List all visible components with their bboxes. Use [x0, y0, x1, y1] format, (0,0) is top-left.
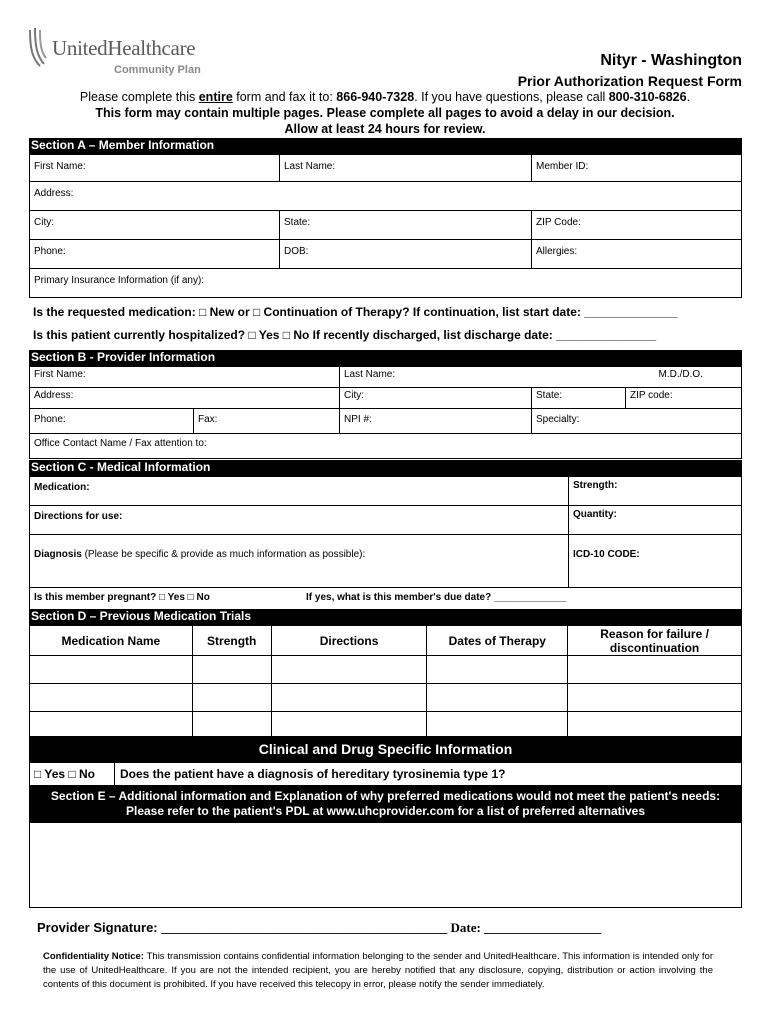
- member-address-field[interactable]: Address:: [29, 181, 742, 211]
- logo-subtitle: Community Plan: [114, 64, 201, 76]
- member-first-name-field[interactable]: First Name:: [29, 154, 280, 182]
- logo-name: UnitedHealthcare: [52, 36, 196, 60]
- table-row[interactable]: [30, 656, 742, 684]
- section-c-header: Section C - Medical Information: [29, 460, 742, 476]
- provider-first-name-field[interactable]: First Name:: [29, 366, 340, 388]
- member-phone-field[interactable]: Phone:: [29, 239, 280, 269]
- member-id-field[interactable]: Member ID:: [531, 154, 742, 182]
- form-name: Prior Authorization Request Form: [517, 73, 742, 89]
- section-d-header: Section D – Previous Medication Trials: [29, 609, 742, 625]
- tyrosinemia-question: Does the patient have a diagnosis of hereditary tyrosinemia type 1?: [120, 767, 506, 781]
- col-strength: Strength: [192, 626, 271, 656]
- section-a-header: Section A – Member Information: [29, 138, 742, 154]
- intro-line-1: Please complete this entire form and fax it to: 866-940-7328. If you have questions, please call 800-310-6826.: [79, 90, 691, 104]
- clinical-info-header: Clinical and Drug Specific Information: [29, 736, 742, 762]
- col-medication-name: Medication Name: [30, 626, 193, 656]
- uhc-logo: [26, 28, 226, 83]
- table-row[interactable]: [30, 684, 742, 712]
- col-reason-for-failure: Reason for failure / discontinuation: [568, 626, 742, 656]
- medication-status-question[interactable]: Is the requested medication: □ New or □ Continuation of Therapy? If continuation, list start date: ______________: [33, 305, 678, 319]
- divider: [114, 763, 115, 785]
- md-do-label: M.D./D.O.: [658, 369, 703, 380]
- member-last-name-field[interactable]: Last Name:: [279, 154, 532, 182]
- additional-info-field[interactable]: [29, 822, 742, 908]
- provider-specialty-field[interactable]: Specialty:: [531, 408, 742, 434]
- pregnancy-row[interactable]: [29, 587, 742, 609]
- directions-for-use-field[interactable]: Directions for use:: [29, 505, 569, 535]
- pregnancy-question[interactable]: Is this member pregnant? □ Yes □ No: [34, 592, 210, 603]
- due-date-question[interactable]: If yes, what is this member's due date? _____________: [306, 592, 567, 603]
- previous-medications-table: [29, 625, 742, 740]
- member-city-field[interactable]: City:: [29, 210, 280, 240]
- signature-label: Provider Signature:: [37, 920, 162, 935]
- icd10-code-field[interactable]: ICD-10 CODE:: [568, 534, 742, 588]
- member-dob-field[interactable]: DOB:: [279, 239, 532, 269]
- intro-line-3: Allow at least 24 hours for review.: [284, 122, 486, 136]
- phone-number: 800-310-6826: [608, 90, 687, 104]
- primary-insurance-field[interactable]: Primary Insurance Information (if any):: [29, 268, 742, 298]
- diagnosis-field[interactable]: Diagnosis (Please be specific & provide as much information as possible):: [29, 534, 569, 588]
- section-b-header: Section B - Provider Information: [29, 350, 742, 366]
- member-state-field[interactable]: State:: [279, 210, 532, 240]
- tyrosinemia-question-row: [29, 762, 742, 786]
- uhc-shield-icon: [26, 28, 48, 68]
- quantity-field[interactable]: Quantity:: [568, 505, 742, 535]
- hospitalized-question[interactable]: Is this patient currently hospitalized? □ Yes □ No If recently discharged, list discharge date: _______________: [33, 328, 657, 342]
- signature-line[interactable]: Provider Signature: ____________________________________________ Date: __________________: [37, 920, 602, 935]
- office-contact-field[interactable]: Office Contact Name / Fax attention to:: [29, 433, 742, 459]
- provider-last-name-field[interactable]: Last Name: M.D./D.O.: [339, 366, 742, 388]
- col-dates-of-therapy: Dates of Therapy: [427, 626, 568, 656]
- section-e-header: Section E – Additional information and Explanation of why preferred medications would not meet the patient's needs: Please refer to the patient's PDL at www.uhcprovider.com for a list of preferred alternatives: [29, 786, 742, 822]
- fax-number: 866-940-7328: [336, 90, 415, 104]
- provider-state-field[interactable]: State:: [531, 387, 626, 409]
- col-directions: Directions: [271, 626, 427, 656]
- member-zip-field[interactable]: ZIP Code:: [531, 210, 742, 240]
- medication-field[interactable]: Medication:: [29, 476, 569, 506]
- member-allergies-field[interactable]: Allergies:: [531, 239, 742, 269]
- provider-fax-field[interactable]: Fax:: [193, 408, 340, 434]
- intro-line-2: This form may contain multiple pages. Please complete all pages to avoid a delay in our decision.: [95, 106, 675, 120]
- confidentiality-notice: Confidentiality Notice: This transmission contains confidential information belonging to the sender and UnitedHealthcare. This information is intended only for the use of UnitedHealthcare. If you are not the intended recipient, you are hereby notified that any disclosure, copying, distribution or action involving the contents of this document is prohibited. If you have received this telecopy in error, please notify the sender immediately.: [43, 951, 714, 990]
- provider-zip-field[interactable]: ZIP code:: [625, 387, 742, 409]
- provider-phone-field[interactable]: Phone:: [29, 408, 194, 434]
- strength-field[interactable]: Strength:: [568, 476, 742, 506]
- provider-address-field[interactable]: Address:: [29, 387, 340, 409]
- provider-npi-field[interactable]: NPI #:: [339, 408, 532, 434]
- form-title: Nityr - Washington: [600, 52, 742, 69]
- date-label: Date:: [447, 920, 485, 935]
- provider-city-field[interactable]: City:: [339, 387, 532, 409]
- tyrosinemia-yes-no[interactable]: □ Yes □ No: [34, 767, 95, 781]
